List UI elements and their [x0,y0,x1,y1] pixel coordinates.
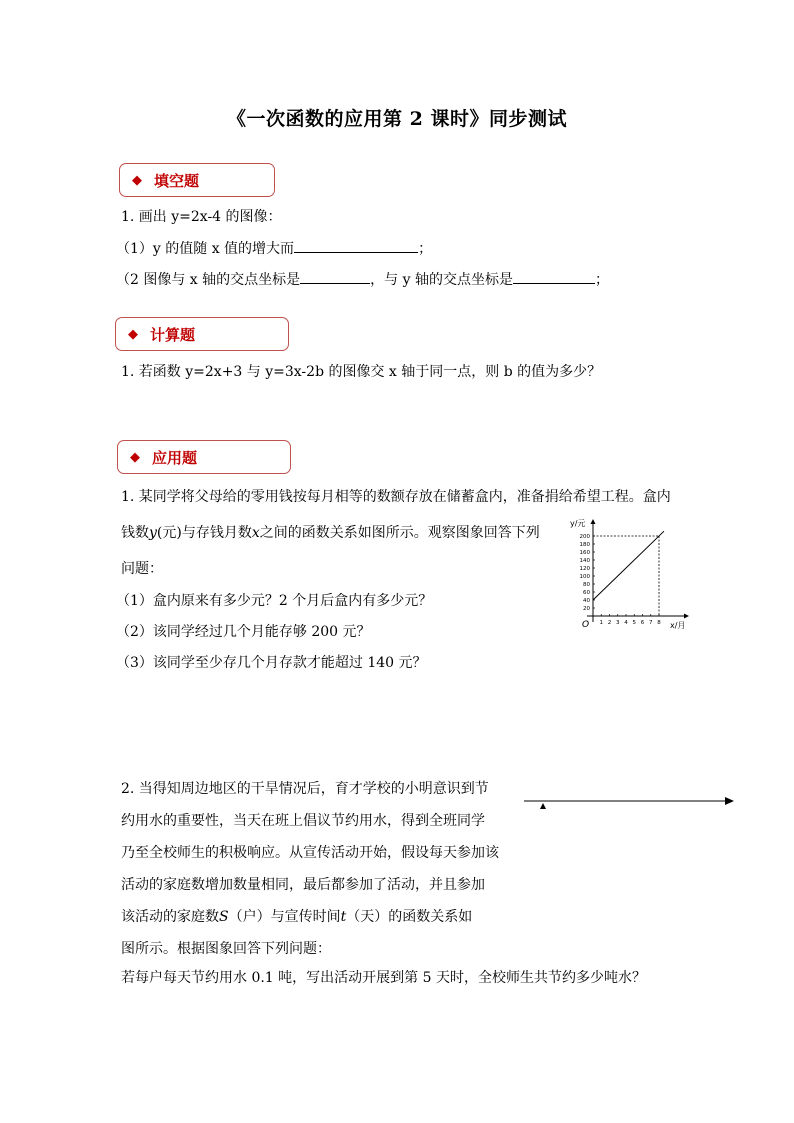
fill-question-1: 1. 画出 y=2x-4 的图像： [121,209,282,225]
series-line [593,531,664,600]
x-tick-label: 2 [607,620,612,626]
answer-blank[interactable] [294,238,418,253]
apply-question-1-line2 [121,523,540,543]
question-text: （户）与宣传时间 [228,909,341,925]
question-text: (元)与存钱月数 [156,525,252,541]
x-tick-label: 3 [616,620,620,626]
question-text: 之间的函数关系如图所示。观察图象回答下列 [259,525,540,541]
variable-t: t [340,909,347,925]
y-tick-label: 200 [579,534,590,540]
apply-question-1-line1: 1. 某同学将父母给的零用钱按每月相等的数额存放在储蓄盒内，准备捐给希望工程。盒内 [121,489,671,505]
x-axis-label: x/月 [670,621,686,630]
fill-question-1b [116,269,609,290]
apply-question-2-line2: 约用水的重要性，当天在班上倡议节约用水，得到全班同学 [121,813,485,829]
question-text: ； [594,272,609,288]
section-label: 填空题 [154,171,200,190]
x-tick-label: 4 [624,620,628,626]
apply-question-2-line5 [121,907,472,927]
question-text: （天）的函数关系如 [346,909,473,925]
calc-question-1: 1. 若函数 y=2x+3 与 y=3x-2b 的图像交 x 轴于同一点，则 b 的值为多少？ [121,364,602,380]
triangle-marker-icon [540,803,546,809]
apply-question-1-line3: 问题： [121,561,163,577]
apply-question-2-line4: 活动的家庭数增加数量相同，最后都参加了活动，并且参加 [121,877,485,893]
question-text: （1）y 的值随 x 值的增大而 [116,241,295,257]
y-axis-label: y/元 [570,519,586,528]
section-label: 计算题 [150,325,196,344]
y-tick-label: 160 [579,550,590,556]
y-tick-label: 180 [579,542,590,548]
apply-question-2-line6: 图所示。根据图象回答下列问题： [121,941,331,957]
origin-label: O [582,620,590,630]
section-label: 应用题 [152,448,198,467]
apply-question-2-line1: 2. 当得知周边地区的干旱情况后，育才学校的小明意识到节 [121,781,489,797]
arrow-right-icon [725,797,734,805]
apply-question-1-sub1: （1）盒内原来有多少元？2 个月后盒内有多少元？ [116,593,433,609]
savings-line-chart [566,516,696,631]
diamond-icon: ◆ [130,449,140,465]
variable-y: y [149,525,157,541]
x-tick-label: 6 [640,620,645,626]
x-axis-arrow-icon [684,614,689,619]
question-text: 该活动的家庭数 [121,909,219,925]
section-header-calc [115,317,289,351]
y-tick-label: 120 [579,566,590,572]
y-tick-label: 140 [579,558,590,564]
x-tick-label: 7 [649,620,653,626]
apply-question-1-sub2: （2）该同学经过几个月能存够 200 元？ [116,624,371,640]
question-text: ； [418,241,433,257]
x-tick-label: 8 [657,620,661,626]
page-title: 《一次函数的应用第 2 课时》同步测试 [227,108,567,130]
x-tick-label: 5 [632,620,636,626]
diamond-icon: ◆ [132,172,142,188]
answer-blank[interactable] [300,269,370,284]
question-text: ，与 y 轴的交点坐标是 [370,272,513,288]
section-header-fill [119,163,275,197]
question-text: （2 图像与 x 轴的交点坐标是 [116,272,301,288]
diamond-icon: ◆ [128,326,138,342]
fill-question-1a [116,238,432,259]
section-header-apply [117,440,291,474]
apply-question-1-sub3: （3）该同学至少存几个月存款才能超过 140 元？ [116,655,427,671]
y-tick-label: 60 [583,590,590,596]
y-axis-arrow-icon [591,519,596,524]
answer-blank[interactable] [513,269,595,284]
y-tick-label: 20 [583,606,590,612]
apply-question-2-line3: 乃至全校师生的积极响应。从宣传活动开始，假设每天参加该 [121,845,499,861]
y-tick-label: 40 [583,598,590,604]
question-2-figure [522,792,742,812]
y-tick-label: 100 [579,574,590,580]
apply-question-2-line7: 若每户每天节约用水 0.1 吨，写出活动开展到第 5 天时，全校师生共节约多少吨水？ [121,970,646,986]
variable-s: S [219,909,229,925]
x-tick-label: 1 [599,620,603,626]
variable-x: x [251,525,260,541]
y-tick-label: 80 [583,582,590,588]
question-text: 钱数 [121,525,149,541]
